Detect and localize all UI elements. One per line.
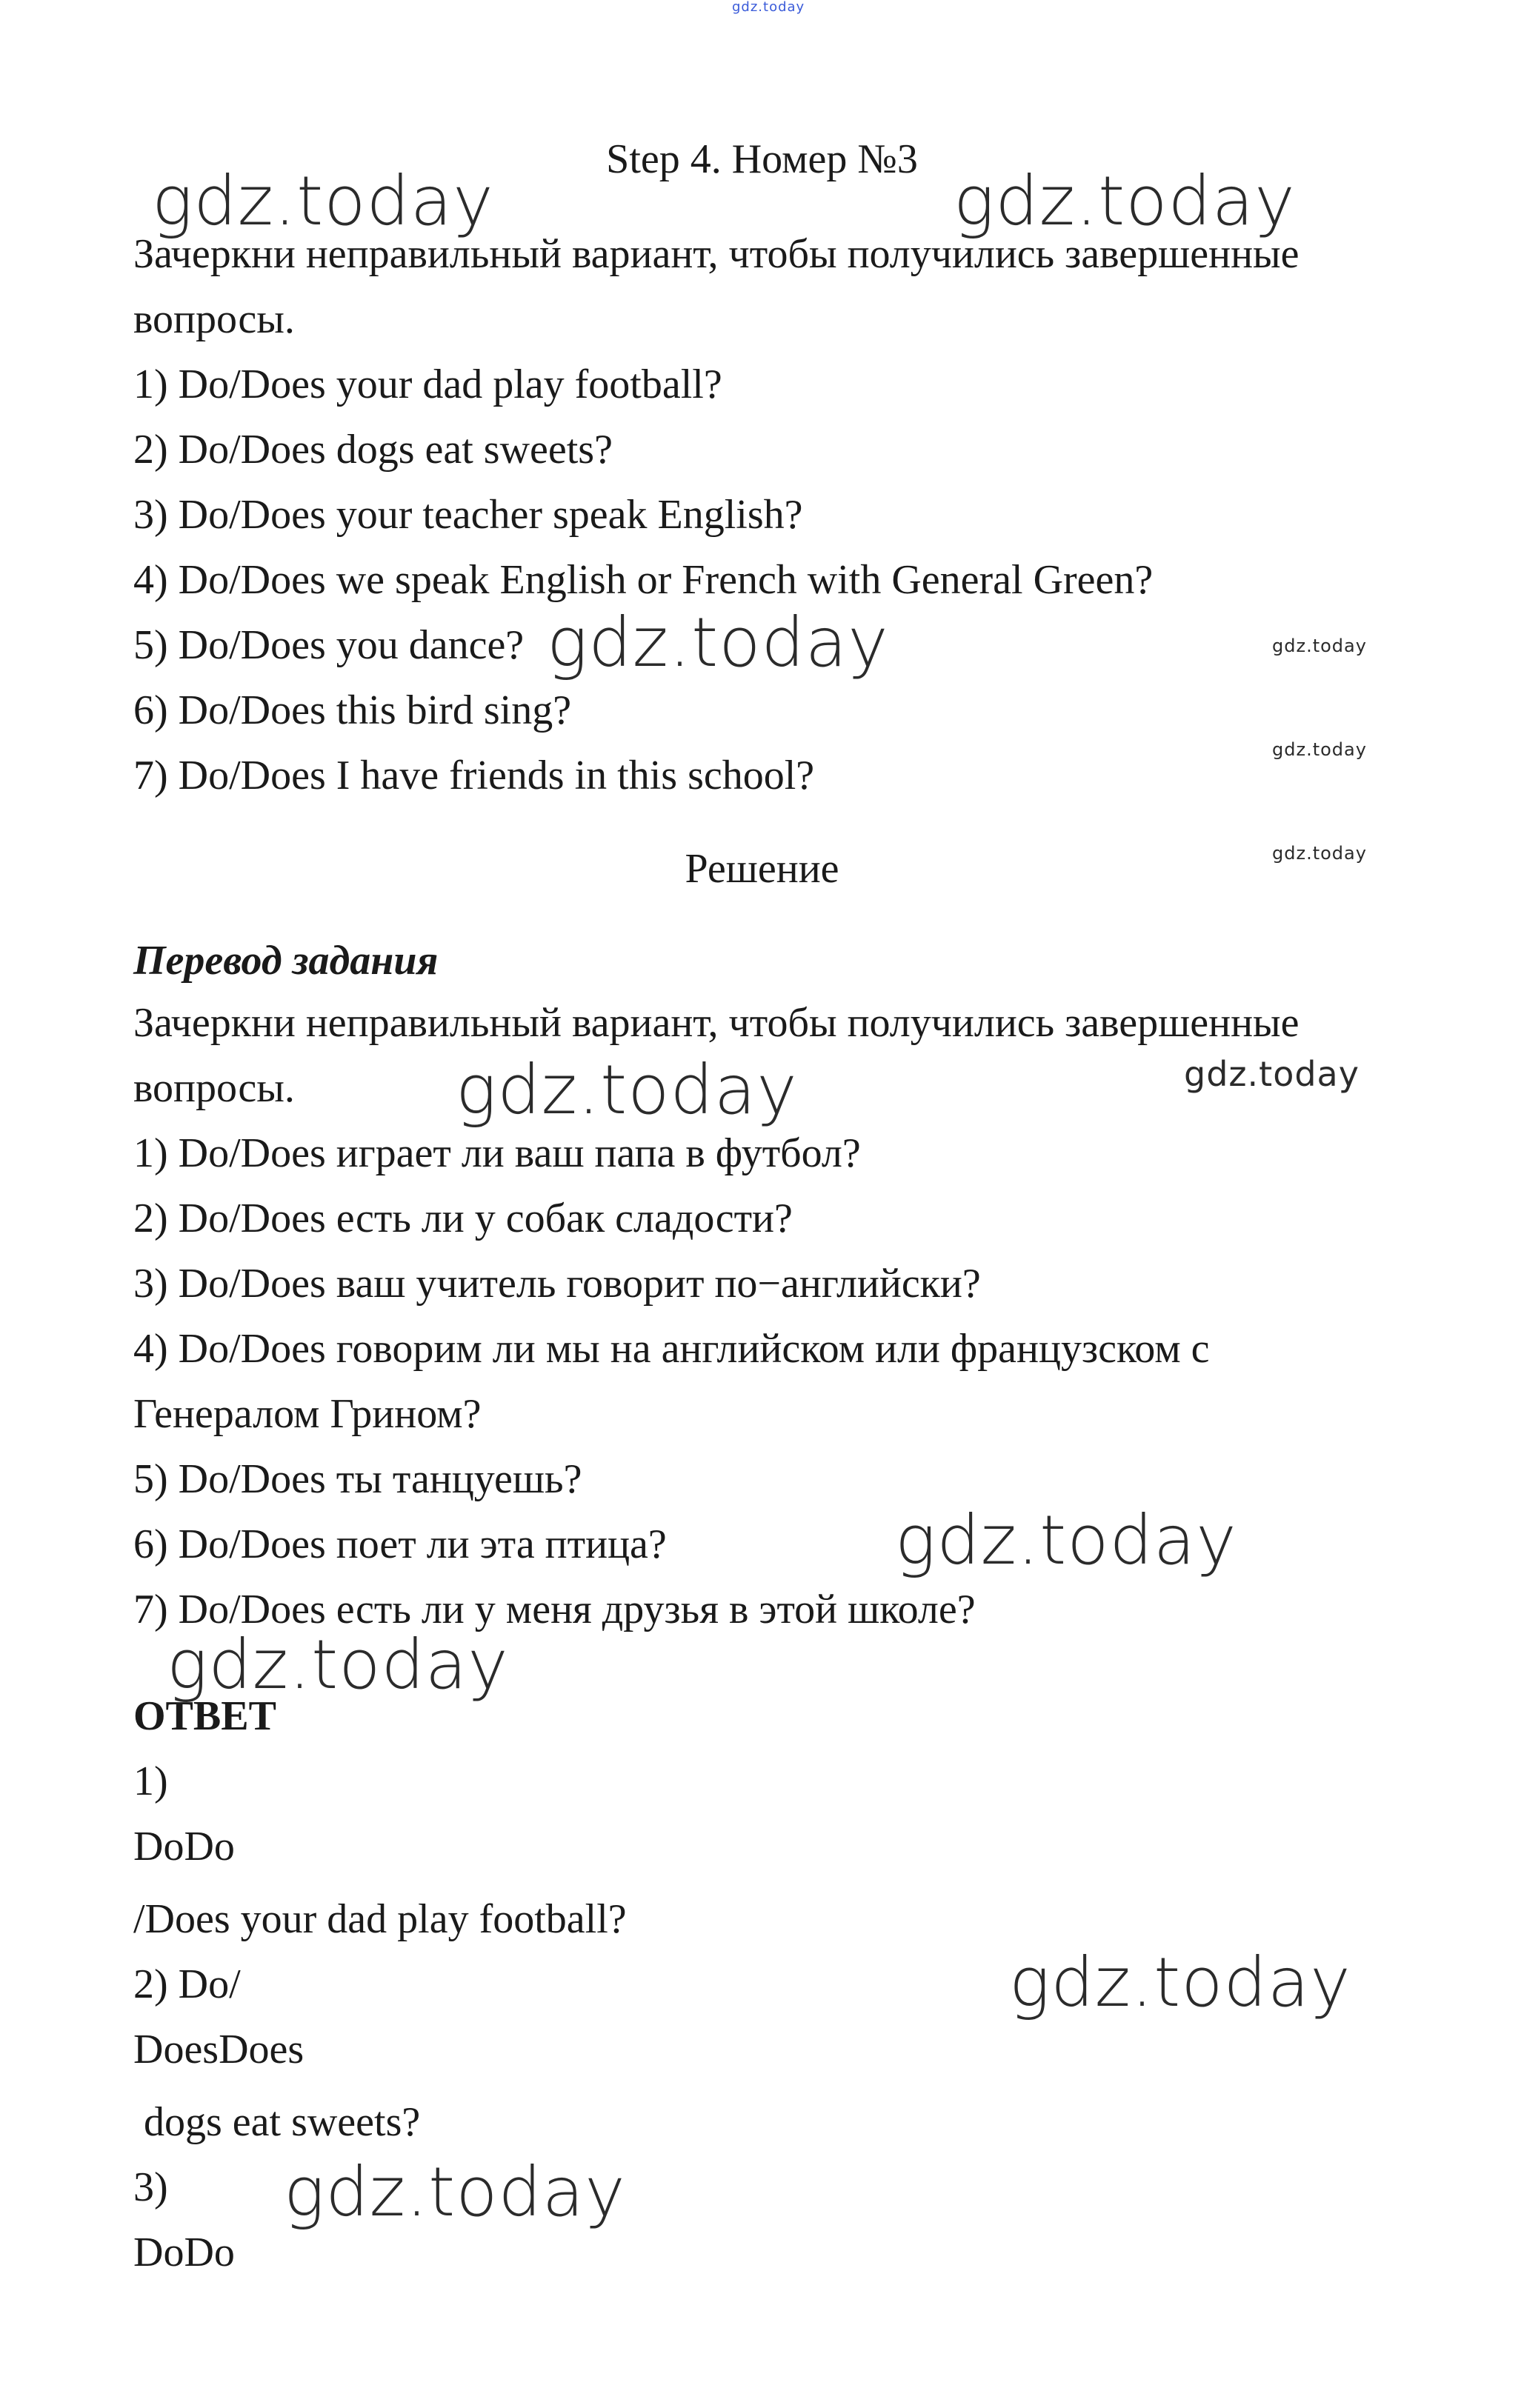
answer-line: dogs eat sweets? [133, 2099, 421, 2145]
task-item: 2) Do/Does dogs eat sweets? [133, 427, 613, 473]
watermark: gdz.today [1272, 739, 1367, 760]
translation-item: 2) Do/Does есть ли у собак сладости? [133, 1195, 793, 1241]
translation-item: 5) Do/Does ты танцуешь? [133, 1456, 582, 1502]
watermark: gdz.today [1184, 1054, 1360, 1094]
watermark: gdz.today [167, 1625, 509, 1704]
task-intro-line2: вопросы. [133, 296, 295, 342]
answer-line: /Does your dad play football? [133, 1896, 627, 1942]
answer-line: DoDo [133, 1824, 235, 1870]
task-intro-line1: Зачеркни неправильный вариант, чтобы получились завершенные [133, 231, 1300, 277]
translation-intro-line1: Зачеркни неправильный вариант, чтобы получились завершенные [133, 1000, 1300, 1046]
translation-heading: Перевод задания [133, 938, 439, 984]
task-item: 1) Do/Does your dad play football? [133, 361, 722, 407]
answer-line: 1) [133, 1758, 168, 1804]
task-item: 4) Do/Does we speak English or French with General Green? [133, 557, 1154, 603]
task-item: 5) Do/Does you dance? [133, 622, 525, 668]
answer-heading: ОТВЕТ [133, 1693, 276, 1739]
watermark: gdz.today [1009, 1943, 1351, 2022]
top-watermark: gdz.today [732, 0, 805, 15]
watermark: gdz.today [1272, 843, 1367, 864]
task-item: 7) Do/Does I have friends in this school? [133, 753, 815, 798]
task-item: 6) Do/Does this bird sing? [133, 687, 572, 733]
translation-item: 7) Do/Does есть ли у меня друзья в этой школе? [133, 1587, 976, 1632]
answer-line: 2) Do/ [133, 1961, 241, 2007]
watermark: gdz.today [895, 1501, 1237, 1580]
watermark: gdz.today [1272, 636, 1367, 656]
translation-item: 1) Do/Does играет ли ваш папа в футбол? [133, 1130, 861, 1176]
answer-line: DoesDoes [133, 2027, 305, 2072]
watermark: gdz.today [954, 161, 1296, 241]
translation-item: Генералом Грином? [133, 1391, 482, 1437]
translation-intro-line2: вопросы. [133, 1065, 295, 1111]
translation-item: 3) Do/Does ваш учитель говорит по−английски? [133, 1261, 981, 1307]
answer-line: DoDo [133, 2229, 235, 2275]
watermark: gdz.today [284, 2152, 626, 2232]
answer-line: 3) [133, 2164, 168, 2210]
translation-item: 4) Do/Does говорим ли мы на английском или французском с [133, 1326, 1210, 1372]
watermark: gdz.today [547, 603, 889, 682]
watermark: gdz.today [456, 1050, 798, 1130]
watermark: gdz.today [152, 161, 494, 241]
solution-heading: Решение [685, 846, 839, 892]
task-item: 3) Do/Does your teacher speak English? [133, 492, 803, 538]
translation-item: 6) Do/Does поет ли эта птица? [133, 1521, 667, 1567]
page-title: Step 4. Номер №3 [606, 136, 918, 182]
